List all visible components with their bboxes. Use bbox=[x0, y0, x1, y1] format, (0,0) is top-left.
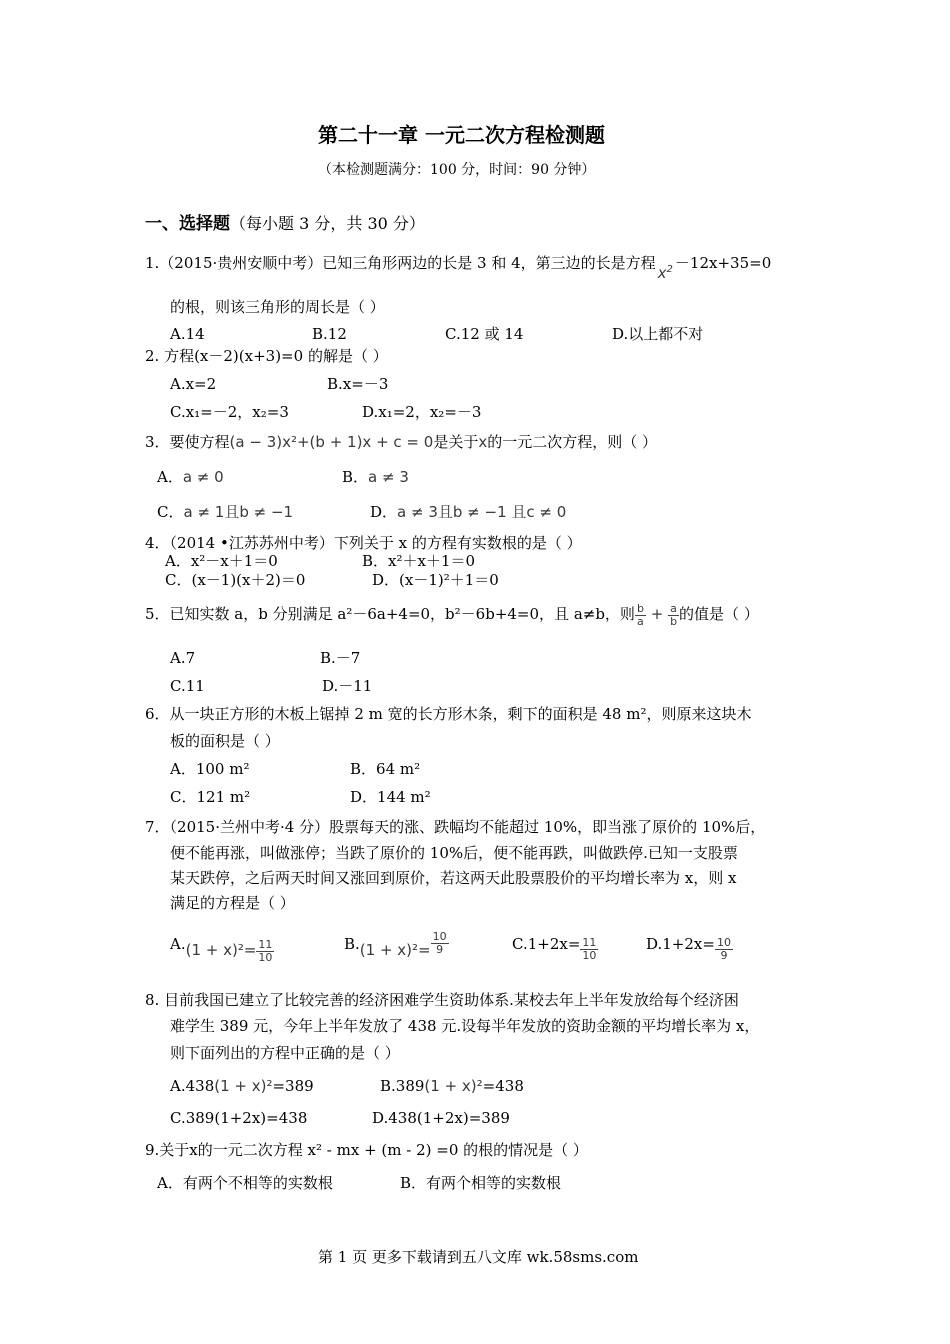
q3-option-c: C．a ≠ 1且b ≠ −1 bbox=[157, 503, 294, 521]
q1-option-a: A.14 bbox=[170, 325, 205, 343]
q5-fraction-b-over-a: $\frac{b}{a}$ bbox=[636, 601, 644, 628]
q8-option-c: C.389(1+2x)=438 bbox=[170, 1109, 308, 1127]
q6-option-c: C．121 m² bbox=[170, 788, 251, 806]
q4-stem: 4．（2014 •江苏苏州中考）下列关于 x 的方程有实数根的是（ ） bbox=[145, 534, 582, 552]
q7-stem-line1: 7．（2015·兰州中考·4 分）股票每天的涨、跌幅均不能超过 10%，即当涨了原价的 10%后， bbox=[145, 818, 766, 836]
q2-stem: 2. 方程(x－2)(x+3)=0 的解是（ ） bbox=[145, 347, 388, 365]
q4-option-c: C．(x－1)(x＋2)＝0 bbox=[165, 571, 306, 589]
q6-stem-line1: 6．从一块正方形的木板上锯掉 2 m 宽的长方形木条，剩下的面积是 48 m²，则原来这块木 bbox=[145, 705, 752, 723]
q5-option-d: D.－11 bbox=[322, 677, 373, 695]
q4-option-a: A．x²－x＋1＝0 bbox=[165, 552, 278, 570]
q6-option-a: A．100 m² bbox=[170, 760, 250, 778]
q2-option-c: C.x₁=－2，x₂=3 bbox=[170, 403, 289, 421]
q9-stem: 9.关于x的一元二次方程 x² - mx + (m - 2) =0 的根的情况是（ ） bbox=[145, 1141, 588, 1159]
page-title: 第二十一章 一元二次方程检测题 bbox=[318, 123, 605, 147]
q1-stem-line1: 1.（2015·贵州安顺中考）已知三角形两边的长是 3 和 4，第三边的长是方程$x^2 -12x+35=0$ bbox=[145, 254, 772, 282]
q5-stem: 5．已知实数 a，b 分别满足 a²－6a+4=0，b²－6b+4=0，且 a≠b，则 $\frac{b}{a}$ + $\frac{a}{b}$ 的值是（ ） bbox=[145, 601, 759, 628]
q7-stem-line2: 便不能再涨，叫做涨停；当跌了原价的 10%后，便不能再跌，叫做跌停.已知一支股票 bbox=[170, 844, 738, 862]
q8-stem-line1: 8. 目前我国已建立了比较完善的经济困难学生资助体系.某校去年上半年发放给每个经济困 bbox=[145, 991, 739, 1009]
q1-option-c: C.12 或 14 bbox=[445, 325, 524, 343]
q1-option-d: D.以上都不对 bbox=[612, 325, 704, 343]
q6-stem-line2: 板的面积是（ ） bbox=[170, 732, 280, 750]
page-subtitle: （本检测题满分：100 分，时间：90 分钟） bbox=[318, 162, 596, 178]
q6-option-d: D．144 m² bbox=[350, 788, 431, 806]
q2-option-b: B.x=－3 bbox=[327, 375, 389, 393]
q8-option-b: B.389(1 + x)²=438 bbox=[380, 1077, 524, 1095]
q8-stem-line2: 难学生 389 元，今年上半年发放了 438 元.设每半年发放的资助金额的平均增长率为 x， bbox=[170, 1017, 760, 1035]
q5-fraction-a-over-b: $\frac{a}{b}$ bbox=[670, 601, 678, 628]
q3-stem: 3．要使方程(a − 3)x²+(b + 1)x + c = 0是关于x的一元二次方程，则（ ） bbox=[145, 433, 657, 451]
section-label: 一、选择题 bbox=[145, 214, 230, 234]
q8-option-a: A.438(1 + x)²=389 bbox=[170, 1077, 314, 1095]
q7-option-c: C.1+2x= $\frac{11}{10}$ bbox=[512, 935, 597, 962]
q7-option-b: B.(1 + x)²= $\frac{10}{9}$ bbox=[344, 929, 447, 959]
q7-option-d: D.1+2x= $\frac{10}{9}$ bbox=[646, 935, 731, 962]
q3-option-d: D．a ≠ 3且b ≠ −1 且c ≠ 0 bbox=[370, 503, 567, 521]
q2-option-a: A.x=2 bbox=[170, 375, 217, 393]
q9-option-b: B．有两个相等的实数根 bbox=[400, 1174, 562, 1192]
q3-option-a: A．a ≠ 0 bbox=[157, 468, 224, 486]
q4-option-d: D．(x－1)²＋1＝0 bbox=[372, 571, 499, 589]
q5-option-c: C.11 bbox=[170, 677, 205, 695]
q9-option-a: A．有两个不相等的实数根 bbox=[157, 1174, 333, 1192]
section-rest: （每小题 3 分，共 30 分） bbox=[230, 214, 425, 233]
q5-option-b: B.－7 bbox=[320, 649, 361, 667]
q3-option-b: B．a ≠ 3 bbox=[342, 468, 409, 486]
q2-option-d: D.x₁=2，x₂=－3 bbox=[362, 403, 482, 421]
page-footer: 第 1 页 更多下载请到五八文库 wk.58sms.com bbox=[318, 1248, 639, 1266]
q1-option-b: B.12 bbox=[312, 325, 347, 343]
q4-option-b: B．x²＋x＋1＝0 bbox=[362, 552, 476, 570]
section-heading bbox=[145, 214, 425, 234]
q7-stem-line3: 某天跌停，之后两天时间又涨回到原价，若这两天此股票股价的平均增长率为 x，则 x bbox=[170, 869, 737, 887]
q1-stem-line2: 的根，则该三角形的周长是（ ） bbox=[170, 298, 385, 316]
q7-stem-line4: 满足的方程是（ ） bbox=[170, 894, 295, 912]
q8-option-d: D.438(1+2x)=389 bbox=[372, 1109, 510, 1127]
q8-stem-line3: 则下面列出的方程中正确的是（ ） bbox=[170, 1044, 400, 1062]
q5-option-a: A.7 bbox=[170, 649, 196, 667]
q7-option-a: A.(1 + x)²= $\frac{11}{10}$ bbox=[170, 935, 273, 964]
q6-option-b: B．64 m² bbox=[350, 760, 421, 778]
